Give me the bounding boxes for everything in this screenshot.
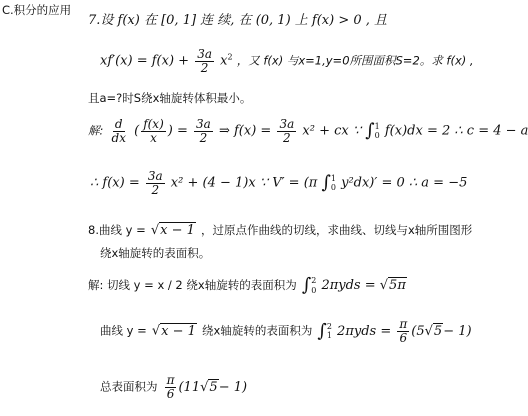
p7-line1: 7.设 f(x) 在 [0, 1] 连 续, 在 (0, 1) 上 f(x) > 0 , 且: [88, 13, 388, 28]
p7-solution-line: 解: $\frac{d}{dx}$ ( $\frac{f(x)}{x}$ ) = $\frac{3a}{2}$ ⇒ f(x) = $\frac{3a}{2}$ x² + cx ∵ ∫ 1 0 f(x)dx = 2 ∴ c = 4 − a: [88, 117, 528, 145]
p8-total-line: 总表面积为 $\frac{\pi}{6}$ (11√5− 1): [100, 373, 248, 401]
p7-line2: xf′(x) = f(x) + $\frac{3a}{2}$ $x^2$ ，又 f(x) 与x=1,y=0所围面积S=2。求 f(x) ,: [100, 47, 474, 75]
p8-line1: 8.曲线 y = √x − 1 ，过原点作曲线的切线，求曲线、切线与x轴所围图形: [88, 223, 473, 238]
p7-line2-frac: $\frac{3a}{2}$: [197, 47, 212, 75]
p7-line2-x: x: [220, 53, 228, 69]
p7-line2-text: ，又 f(x) 与x=1,y=0所围面积S=2。求 f(x) ,: [236, 53, 474, 68]
p7-line2-left: xf′(x) = f(x) +: [100, 53, 190, 69]
p8-line2: 绕x轴旋转的表面积。: [100, 246, 211, 260]
p8-curve-line: 曲线 y = √x − 1 绕x轴旋转的表面积为 ∫ 2 1 2πyds = $\frac{\pi}{6}$ (5√5− 1): [100, 317, 472, 345]
p7-conclusion-line: ∴ f(x) = $\frac{3a}{2}$ x² + (4 − 1)x ∵ V′ = (π ∫ 1 0 y²dx)′ = 0 ∴ a = −5: [90, 169, 468, 197]
p7-line3: 且a=?时S绕x轴旋转体积最小。: [88, 91, 252, 105]
section-title: C.积分的应用: [2, 3, 72, 17]
p8-solution-line: 解: 切线 y = x / 2 绕x轴旋转的表面积为 ∫ 2 0 2πyds = √5π: [88, 274, 406, 296]
